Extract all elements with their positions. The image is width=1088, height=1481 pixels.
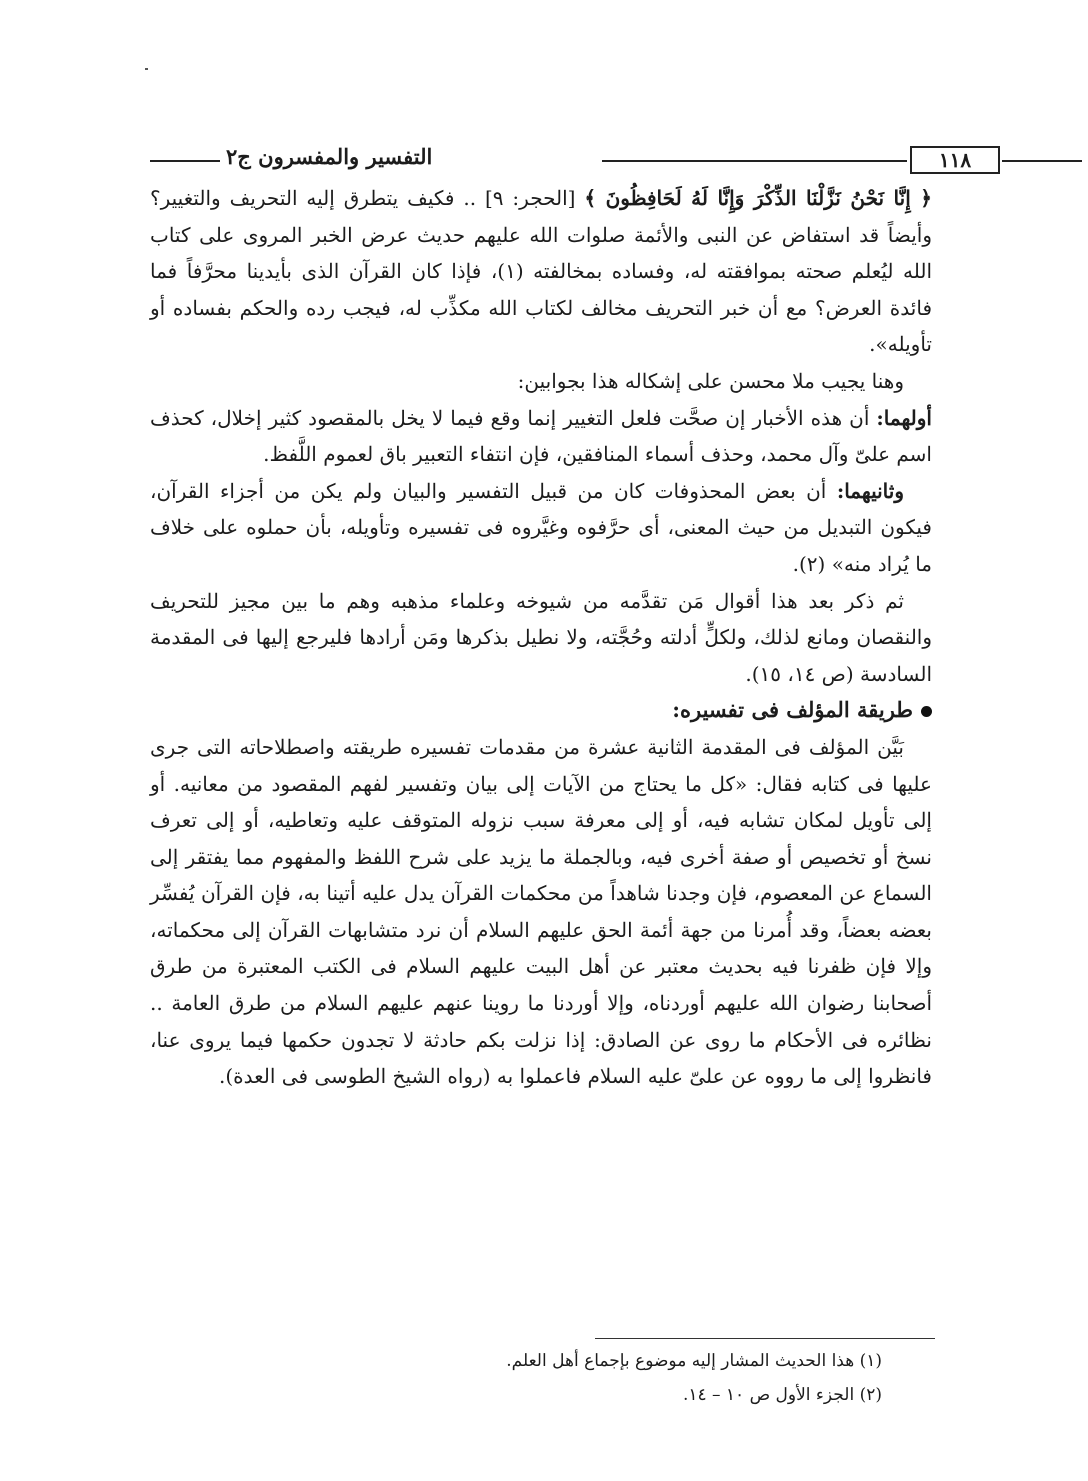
running-title: التفسير والمفسرون ج٢	[226, 144, 433, 169]
paragraph-quran-verse	[150, 180, 932, 363]
footnote-2: (٢) الجزء الأول ص ١٠ – ١٤.	[682, 1385, 882, 1405]
paragraph-intro-answers: وهنا يجيب ملا محسن على إشكاله هذا بجوابين:	[517, 368, 904, 393]
paragraph-second-answer	[150, 473, 932, 583]
paragraph-author-method: بَيَّن المؤلف فى المقدمة الثانية عشرة من مقدمات تفسيره طريقته واصطلاحاته التى جرى عليها فى كتابه فقال: «كل ما يحتاج من الآيات إلى بيان وتفسير لفهم المقصود من معانيه. أو إلى تأويل لمكان تشابه فيه، أو إلى معرفة سبب نزوله المتوقف عليه وتعاطيه، أو إلى تعرف نسخ أو تخصيص أو صفة أخرى فيه، وبالجملة ما يزيد على شرح اللفظ والمفهوم مما يفتقر إلى السماع عن المعصوم، فإن وجدنا شاهداً من محكمات القرآن يدل عليه أتينا به، فإن القرآن يُفسِّر بعضه بعضاً، وقد أُمرنا من جهة أئمة الحق عليهم السلام أن نرد متشابهات القرآن إلى محكماته، وإلا فإن ظفرنا فيه بحديث معتبر عن أهل البيت عليهم السلام فى الكتب المعتبرة من طرق أصحابنا رضوان الله عليهم أوردناه، وإلا أوردنا ما روينا عنهم عليهم السلام من طرق العامة .. نظائره فى الأحكام ما روى عن الصادق: إذا نزلت بكم حادثة لا تجدون حكمها فيما يروى عنا، فانظروا إلى ما رووه عن علىّ عليه السلام فاعملوا به (رواه الشيخ الطوسى فى العدة).	[150, 734, 932, 1089]
main-text	[150, 180, 932, 1095]
paragraph-previous-views: ثم ذكر بعد هذا أقوال مَن تقدَّمه من شيوخه وعلماء مذهبه وهم ما بين مجيز للتحريف والنقصان ومانع لذلك، ولكلٍّ أدلته وحُجَّته، ولا نطيل بذكرها ومَن أرادها فليرجع إليها فى المقدمة السادسة (ص ١٤، ١٥).	[150, 588, 932, 686]
footnotes	[150, 1344, 882, 1412]
paragraph-text: [الحجر: ٩] .. فكيف يتطرق إليه التحريف والتغيير؟ وأيضاً قد استفاض عن النبى والأئمة صلوات الله عليهم حديث عرض الخبر المروى على كتاب الله ليُعلم صحته بموافقته له، وفساده بمخالفته (١)، فإذا كان القرآن الذى بأيدينا محرَّفاً فما فائدة العرض؟ مع أن خبر التحريف مخالف لكتاب الله مكذِّب له، فيجب رده والحكم بفساده أو تأويله».	[150, 186, 932, 357]
header-rule-middle	[602, 160, 907, 162]
section-heading	[150, 692, 932, 729]
footnote-1: (١) هذا الحديث المشار إليه موضوع بإجماع أهل العلم.	[506, 1351, 882, 1371]
footnote-divider	[595, 1338, 935, 1339]
header-rule-right	[1002, 160, 1082, 162]
quran-verse: ﴿ إِنَّا نَحْنُ نَزَّلْنَا الذِّكْرَ وَإِنَّا لَهُ لَحَافِظُونَ ﴾	[584, 186, 932, 210]
second-answer-text: أن بعض المحذوفات كان من قبيل التفسير والبيان ولم يكن من أجزاء القرآن، فيكون التبديل من حيث المعنى، أى حرَّفوه وغيَّروه فى تفسيره وتأويله، بأن حملوه على خلاف ما يُراد منه» (٢).	[150, 478, 932, 576]
page-number: ١١٨	[910, 146, 1000, 174]
page-header	[150, 144, 972, 178]
first-answer-label: أولهما:	[876, 405, 932, 430]
second-answer-label: وثانيهما:	[836, 478, 904, 503]
bullet-icon	[921, 706, 932, 717]
header-rule-left	[150, 160, 220, 162]
scan-speck	[145, 68, 148, 70]
paragraph-first-answer	[150, 400, 932, 473]
section-heading-text: طريقة المؤلف فى تفسيره:	[672, 697, 913, 723]
first-answer-text: أن هذه الأخبار إن صحَّت فلعل التغيير إنما وقع فيما لا يخل بالمقصود كثير إخلال، كحذف اسم علىّ وآل محمد، وحذف أسماء المنافقين، فإن انتفاء التعبير باق لعموم اللَّفظ.	[150, 405, 932, 467]
